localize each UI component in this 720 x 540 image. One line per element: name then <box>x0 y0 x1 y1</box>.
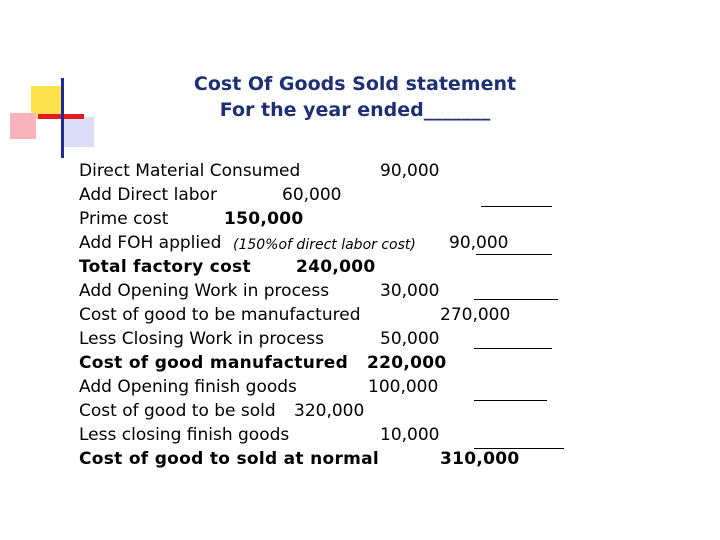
underline <box>474 348 552 349</box>
row-label: Prime cost <box>79 209 169 229</box>
row-label: Direct Material Consumed <box>79 161 301 181</box>
row-value: 90,000 <box>380 161 440 181</box>
row-note: (150%of direct labor cost) <box>233 237 416 253</box>
row-label: Less closing finish goods <box>79 425 290 445</box>
row-label: Cost of good to be manufactured <box>79 305 361 325</box>
row-prime-cost <box>0 208 720 232</box>
row-cost-to-be-sold <box>0 400 720 424</box>
row-direct-material <box>0 160 720 184</box>
row-value: 150,000 <box>224 209 304 229</box>
row-value: 320,000 <box>294 401 365 421</box>
row-opening-wip <box>0 280 720 304</box>
row-total-factory-cost <box>0 256 720 280</box>
row-label: Add Direct labor <box>79 185 217 205</box>
row-value: 220,000 <box>367 353 447 373</box>
row-value: 60,000 <box>282 185 342 205</box>
statement-subtitle: For the year ended_______ <box>219 99 491 121</box>
row-label: Total factory cost <box>79 257 251 277</box>
row-value: 270,000 <box>440 305 511 325</box>
underline <box>476 254 552 255</box>
row-direct-labor <box>0 184 720 208</box>
row-value: 90,000 <box>449 233 509 253</box>
statement-title: Cost Of Goods Sold statement <box>193 73 517 95</box>
row-label: Add FOH applied <box>79 233 222 253</box>
row-label: Less Closing Work in process <box>79 329 324 349</box>
row-value: 100,000 <box>368 377 439 397</box>
row-foh-applied <box>0 232 720 256</box>
underline <box>474 299 558 300</box>
row-value: 10,000 <box>380 425 440 445</box>
row-opening-finish-goods <box>0 376 720 400</box>
row-closing-finish-goods <box>0 424 720 448</box>
row-label: Cost of good manufactured <box>79 353 349 373</box>
row-value: 30,000 <box>380 281 440 301</box>
row-label: Add Opening Work in process <box>79 281 330 301</box>
row-label: Cost of good to sold at normal <box>79 449 380 469</box>
row-cost-to-be-manufactured <box>0 304 720 328</box>
row-cost-sold-at-normal <box>0 448 720 472</box>
row-label: Add Opening finish goods <box>79 377 297 397</box>
underline <box>481 206 552 207</box>
row-value: 50,000 <box>380 329 440 349</box>
row-value: 240,000 <box>296 257 376 277</box>
row-closing-wip <box>0 328 720 352</box>
row-label: Cost of good to be sold <box>79 401 276 421</box>
row-value: 310,000 <box>440 449 520 469</box>
row-cost-manufactured <box>0 352 720 376</box>
